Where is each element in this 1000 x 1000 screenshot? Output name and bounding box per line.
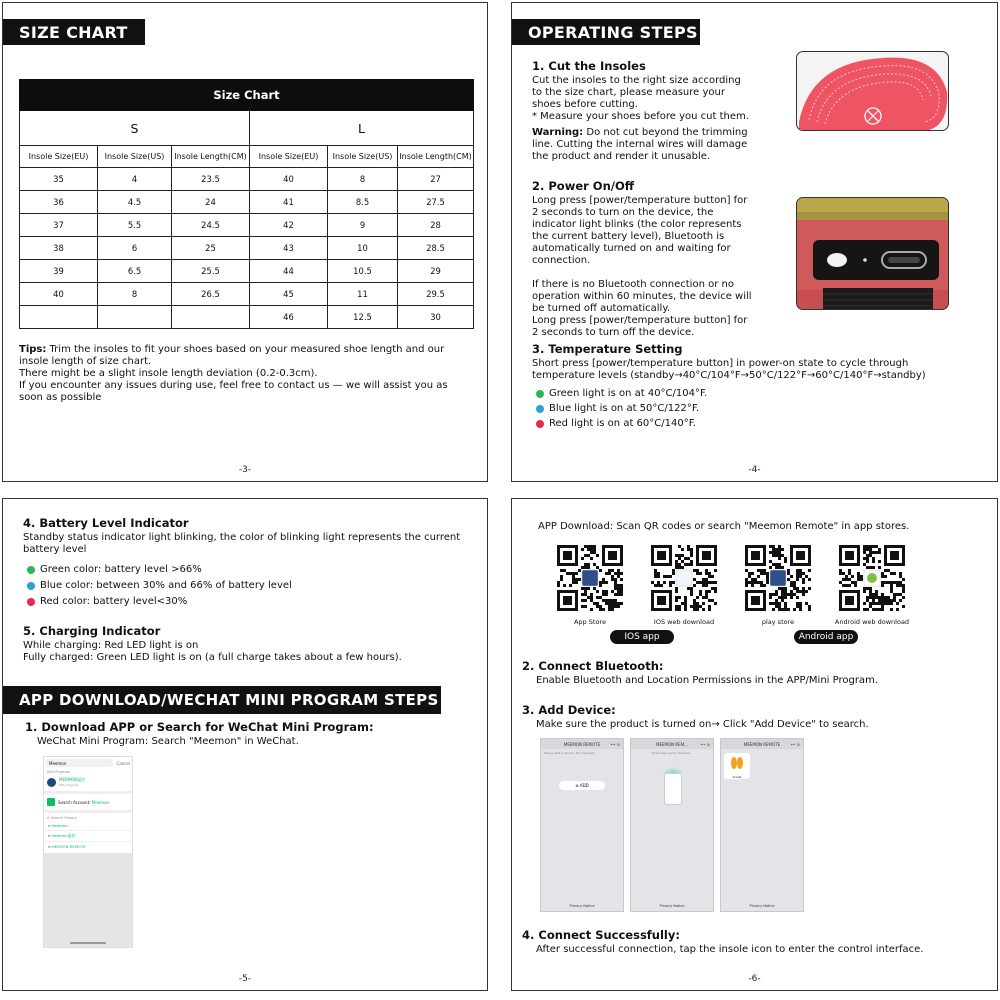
step-3-title: 3. Add Device: [522,703,616,717]
table-cell: 26.5 [172,283,250,306]
suggestion-item[interactable]: ⌕ MEEMON REMOTE [48,844,86,849]
table-cell: 5.5 [98,214,172,237]
table-cell: 4 [98,168,172,191]
tips-line-1: Trim the insoles to fit your shoes based on your measured shoe length and our insole length of size chart. [19,344,445,367]
step-2-text-1: Long press [power/temperature button] for 2 seconds to turn on the device, the indicator light blinks (the color represents the current battery level), Bluetooth is automatically turned on and waiting for connection. [532,195,748,266]
page-number: -4- [748,465,761,475]
insole-device-tile[interactable]: insole [724,753,750,779]
table-cell: 37 [20,214,98,237]
table-row [20,283,474,306]
step-3 [522,703,988,731]
table-cell: 39 [20,260,98,283]
step-3-title: 3. Temperature Setting [532,342,683,356]
table-cell: 38 [20,237,98,260]
qr-code-icon [651,545,717,611]
step-1-text: Cut the insoles to the right size according to the size chart, please measure your shoes before cutting. [532,75,741,110]
phone-screen-device-added: MEEMON REMOTE •• ⊙ insole Privacy Notice [720,738,804,912]
step-4-title: 4. Battery Level Indicator [23,516,189,530]
download-step [25,720,471,748]
wechat-search-input[interactable]: Meemon [46,759,113,767]
wechat-screenshot [43,756,133,948]
step-3-text: Make sure the product is turned on→ Click "Add Device" to search. [536,719,869,730]
qr-android-web[interactable]: Android web download [832,545,912,626]
android-app-pill: Android app [794,630,858,644]
page-number: -3- [238,465,252,475]
page-3 [2,2,488,482]
page-5 [2,498,488,991]
table-cell: 9 [328,214,398,237]
table-cell: 43 [250,237,328,260]
table-cell: 29.5 [398,283,474,306]
table-cell: 29 [398,260,474,283]
table-cell: 8.5 [328,191,398,214]
step-5-line-1: While charging: Red LED light is on [23,640,199,651]
step-2-text-3: Long press [power/temperature button] for 2 seconds to turn off the device. [532,315,748,338]
phone-screen-add-device: MEEMON REMOTE •• ⊙ Please add a device. No message ⊕ ADD Privacy Notice [540,738,624,912]
table-cell: 11 [328,283,398,306]
device-icon [664,773,682,805]
table-cell: 6 [98,237,172,260]
table-cell: 30 [398,306,474,329]
table-row [20,214,474,237]
blue-dot-icon [536,405,544,413]
table-cell [20,306,98,329]
step-1 [532,59,754,163]
privacy-notice-link[interactable]: Privacy Notice [569,904,595,908]
step-2-title: 2. Connect Bluetooth: [522,659,664,673]
table-cell: 4.5 [98,191,172,214]
table-cell: 12.5 [328,306,398,329]
app-download-text: APP Download: Scan QR codes or search "Meemon Remote" in app stores. [538,521,910,532]
blue-dot-icon [27,582,35,590]
search-history-label: ⊙ Search History [47,816,77,820]
page-number: -5- [238,974,252,984]
table-cell: 6.5 [98,260,172,283]
battery-item: Red color: battery level<30% [27,594,469,610]
table-cell: 8 [328,168,398,191]
red-dot-icon [27,598,35,606]
step-5-line-2: Fully charged: Green LED light is on (a full charge takes about a few hours). [23,652,402,663]
warning-text: Do not cut beyond the trimming line. Cutting the internal wires will damage the product and render it unusable. [532,127,748,162]
temp-item: Green light is on at 40°C/104°F. [536,386,972,401]
table-row [20,306,474,329]
table-cell: 44 [250,260,328,283]
table-cell: 42 [250,214,328,237]
table-cell: 46 [250,306,328,329]
table-cell: 8 [98,283,172,306]
temp-item: Blue light is on at 50°C/122°F. [536,401,972,416]
page-6 [511,498,998,991]
step-2-title: 2. Power On/Off [532,179,635,193]
table-cell: 24 [172,191,250,214]
table-cell: 10 [328,237,398,260]
table-cell: 40 [20,283,98,306]
group-s: S [20,111,250,146]
page-number: -6- [748,974,761,984]
step-4 [522,928,988,956]
table-row [20,237,474,260]
step-5-title: 5. Charging Indicator [23,624,161,638]
green-dot-icon [27,566,35,574]
table-cell: 36 [20,191,98,214]
step-1-title: 1. Cut the Insoles [532,59,646,73]
table-cell: 24.5 [172,214,250,237]
step-4-text: After successful connection, tap the insole icon to enter the control interface. [536,944,924,955]
step-2 [522,659,988,687]
table-cell: 41 [250,191,328,214]
table-cell: 25.5 [172,260,250,283]
battery-item: Green color: battery level >66% [27,562,469,578]
table-row [20,168,474,191]
column-header: Insole Length(CM) [172,146,250,168]
table-cell: 23.5 [172,168,250,191]
qr-code-icon [745,545,811,611]
section-title: OPERATING STEPS [512,19,700,45]
table-cell: 10.5 [328,260,398,283]
tips-line-2: There might be a slight insole length deviation (0.2-0.3cm). [19,368,318,379]
step-4-title: 4. Connect Successfully: [522,928,680,942]
step-1-note: * Measure your shoes before you cut them. [532,111,749,122]
step-3 [532,342,972,431]
green-dot-icon [536,390,544,398]
search-account-item[interactable]: Search Account: Meemon [44,796,132,808]
column-header: Insole Length(CM) [398,146,474,168]
qr-code-icon [839,545,905,611]
group-l: L [250,111,474,146]
warning-label: Warning: [532,127,584,138]
step-5 [23,624,469,664]
table-cell: 27 [398,168,474,191]
qr-ios-web[interactable]: IOS web download [644,545,724,626]
table-cell: 28.5 [398,237,474,260]
privacy-notice-link[interactable]: Privacy Notice [749,904,775,908]
add-device-button[interactable]: ⊕ ADD [559,781,605,790]
section-title: SIZE CHART [3,19,145,45]
table-row [20,191,474,214]
step-4-text: Standby status indicator light blinking, the color of blinking light represents the current battery level [23,532,461,555]
step-2-text: Enable Bluetooth and Location Permissions in the APP/Mini Program. [536,675,878,686]
phone-screen-scanning: MEEMON REM... •• ⊙ Scanning nearby devices... Privacy Notice [630,738,714,912]
column-header: Insole Size(EU) [250,146,328,168]
mini-program-label: Mini Program [47,770,71,774]
column-header: Insole Size(US) [328,146,398,168]
device-photo [796,197,949,310]
insole-icon [729,755,745,771]
table-cell: 25 [172,237,250,260]
qr-code-icon [557,545,623,611]
tips-line-3: If you encounter any issues during use, feel free to contact us — we will assist you as soon as possible [19,380,448,403]
table-cell: 27.5 [398,191,474,214]
result-item[interactable]: MEEMON温控 Mini Program [44,775,132,789]
table-row [20,260,474,283]
section-title: APP DOWNLOAD/WECHAT MINI PROGRAM STEPS [3,686,441,714]
column-header: Insole Size(US) [98,146,172,168]
ios-app-pill: IOS app [610,630,674,644]
wechat-search-icon [47,798,55,806]
suggestion-item[interactable]: ⌕ Meemon温控 [44,831,132,842]
table-cell: 40 [250,168,328,191]
red-dot-icon [536,420,544,428]
table-cell: 35 [20,168,98,191]
home-indicator [70,942,106,944]
step-3-text: Short press [power/temperature button] in power-on state to cycle through temperature levels (standby→40°C/104°F→50°C/122°F→60°C/140°F→standby) [532,358,926,381]
step-4 [23,516,469,610]
step-2 [532,179,754,339]
size-chart-table [19,79,474,329]
download-text: WeChat Mini Program: Search "Meemon" in WeChat. [37,736,299,747]
download-title: 1. Download APP or Search for WeChat Mini Program: [25,720,374,734]
column-header: Insole Size(EU) [20,146,98,168]
table-cell [98,306,172,329]
insole-photo [796,51,949,131]
page-4 [511,2,998,482]
qr-app-store[interactable]: App Store [550,545,630,626]
tips-label: Tips: [19,344,47,355]
table-cell: 45 [250,283,328,306]
table-cell [172,306,250,329]
qr-play-store[interactable]: play store [738,545,818,626]
battery-item: Blue color: between 30% and 66% of battery level [27,578,469,594]
table-cell: 28 [398,214,474,237]
privacy-notice-link[interactable]: Privacy Notice [659,904,685,908]
app-avatar-icon [47,778,56,787]
step-2-text-2: If there is no Bluetooth connection or no operation within 60 minutes, the device will be turned off automatically. [532,279,752,314]
temp-item: Red light is on at 60°C/140°F. [536,416,972,431]
cancel-button[interactable]: Cancel [116,760,130,766]
table-header-row [20,146,474,168]
suggestion-item[interactable]: ⌕ Meemon [44,821,132,831]
table-title: Size Chart [20,80,474,111]
tips-block [19,344,471,404]
